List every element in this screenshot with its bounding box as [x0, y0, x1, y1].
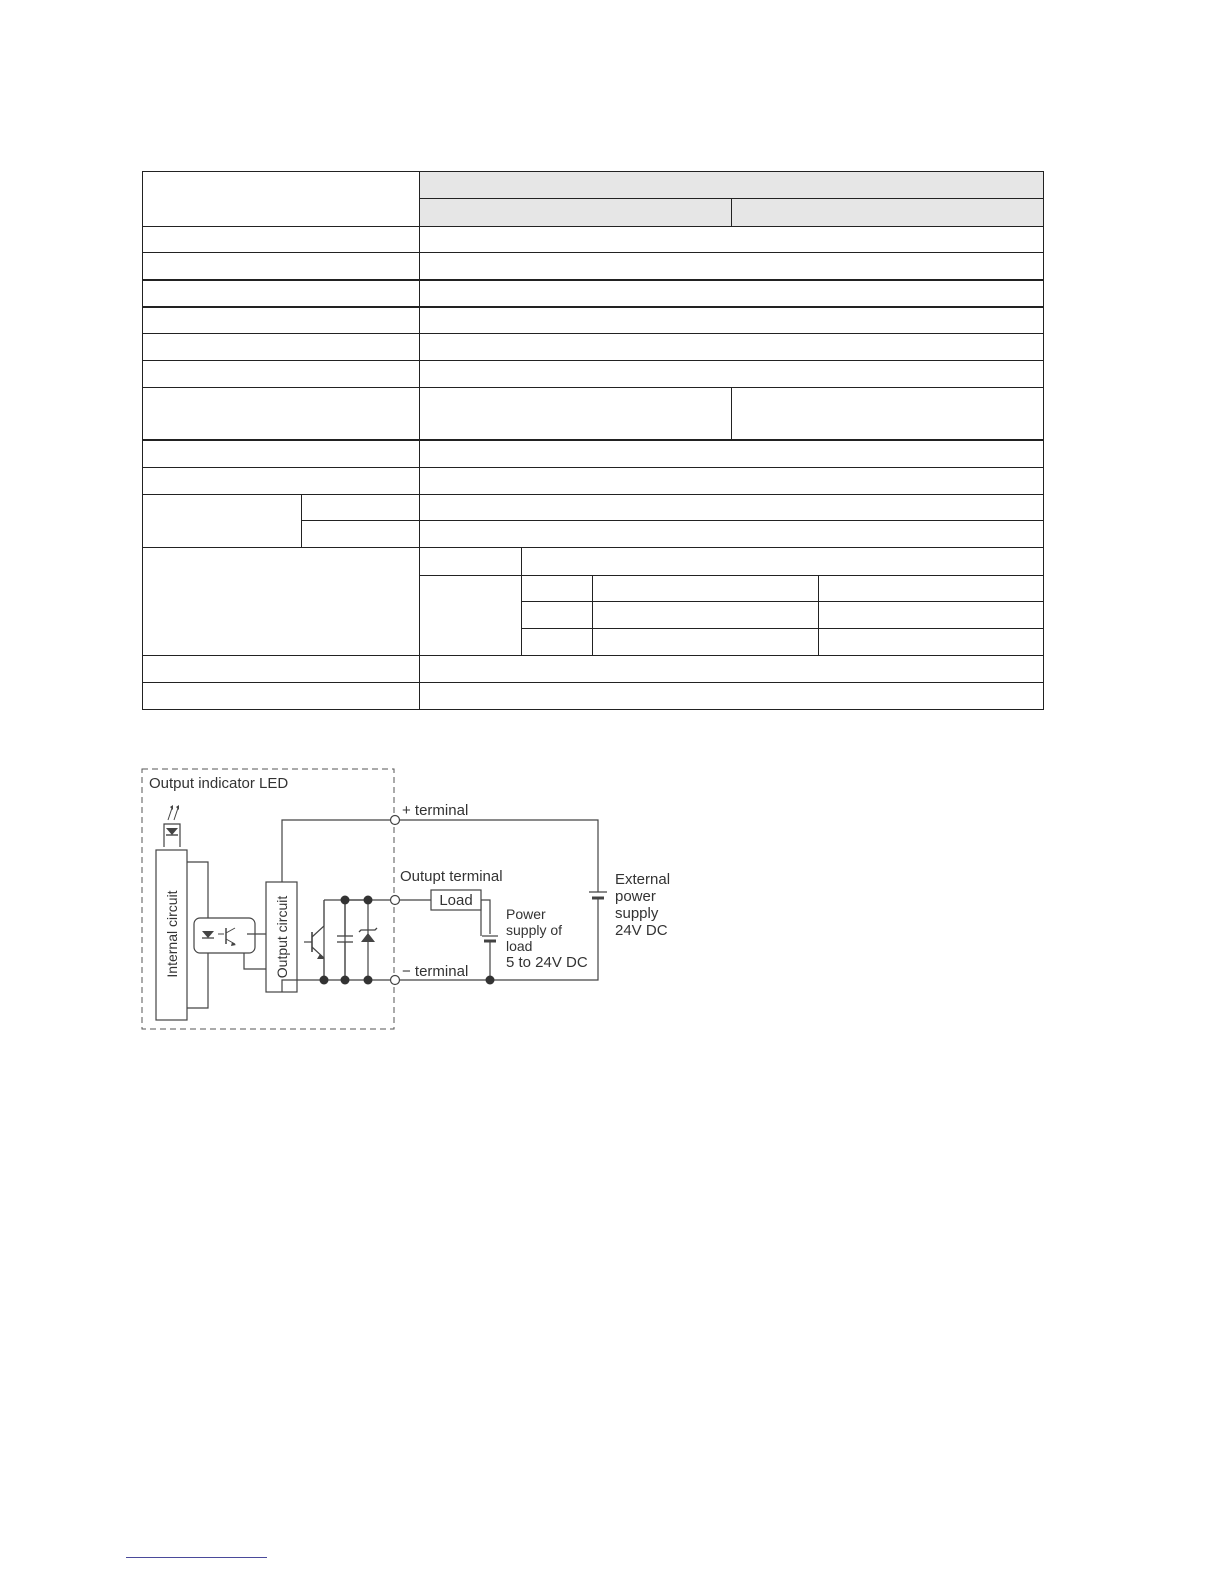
table-rule — [142, 360, 1044, 361]
footer-rule — [126, 1557, 267, 1558]
table-rule — [731, 387, 732, 439]
transistor-icon — [304, 900, 324, 980]
load-supply-line: 5 to 24V DC — [506, 954, 588, 971]
output-terminal-label: Outupt terminal — [400, 868, 503, 885]
table-rule — [142, 279, 1044, 281]
external-supply-label — [615, 871, 674, 939]
table-rule — [142, 226, 1044, 227]
minus-terminal-label: − terminal — [402, 963, 469, 980]
table-rule — [142, 439, 1044, 441]
table-rule — [419, 575, 1044, 576]
load-supply-line: supply of — [506, 922, 563, 938]
zener-diode-icon — [359, 928, 377, 942]
terminal-circles — [391, 816, 400, 985]
external-supply-line: supply — [615, 905, 659, 922]
table-rule — [142, 333, 1044, 334]
table-rule — [142, 682, 1044, 683]
table-rule — [142, 252, 1044, 253]
table-rule — [419, 171, 420, 710]
table-rule — [142, 387, 1044, 388]
table-rule — [818, 575, 819, 655]
table-rule — [142, 306, 1044, 308]
external-battery-icon — [589, 889, 607, 904]
output-circuit-label: Output circuit — [274, 895, 290, 979]
table-rule — [301, 494, 302, 547]
external-supply-line: 24V DC — [615, 922, 668, 939]
load-supply-line: Power — [506, 906, 546, 922]
table-rule — [592, 575, 593, 655]
table-rule — [142, 547, 1044, 548]
table-rule — [301, 520, 1044, 521]
external-supply-line: power — [615, 888, 656, 905]
optocoupler-icon — [194, 918, 266, 969]
table-rule — [142, 494, 1044, 495]
load-battery-icon — [481, 900, 498, 941]
table-rule — [142, 655, 1044, 656]
led-label: Output indicator LED — [149, 775, 289, 792]
table-rule — [521, 628, 1044, 629]
load-supply-label — [506, 906, 588, 971]
spec-table — [142, 171, 1044, 710]
table-rule — [142, 467, 1044, 468]
external-supply-line: External — [615, 871, 671, 888]
plus-terminal-label: + terminal — [402, 802, 469, 819]
output-circuit-diagram — [138, 764, 698, 1036]
table-rule — [521, 547, 522, 655]
internal-circuit-label: Internal circuit — [164, 890, 180, 978]
table-rule — [731, 198, 732, 226]
table-rule — [521, 601, 1044, 602]
load-supply-line: load — [506, 938, 533, 954]
led-icon — [164, 805, 180, 847]
load-label: Load — [439, 892, 473, 909]
